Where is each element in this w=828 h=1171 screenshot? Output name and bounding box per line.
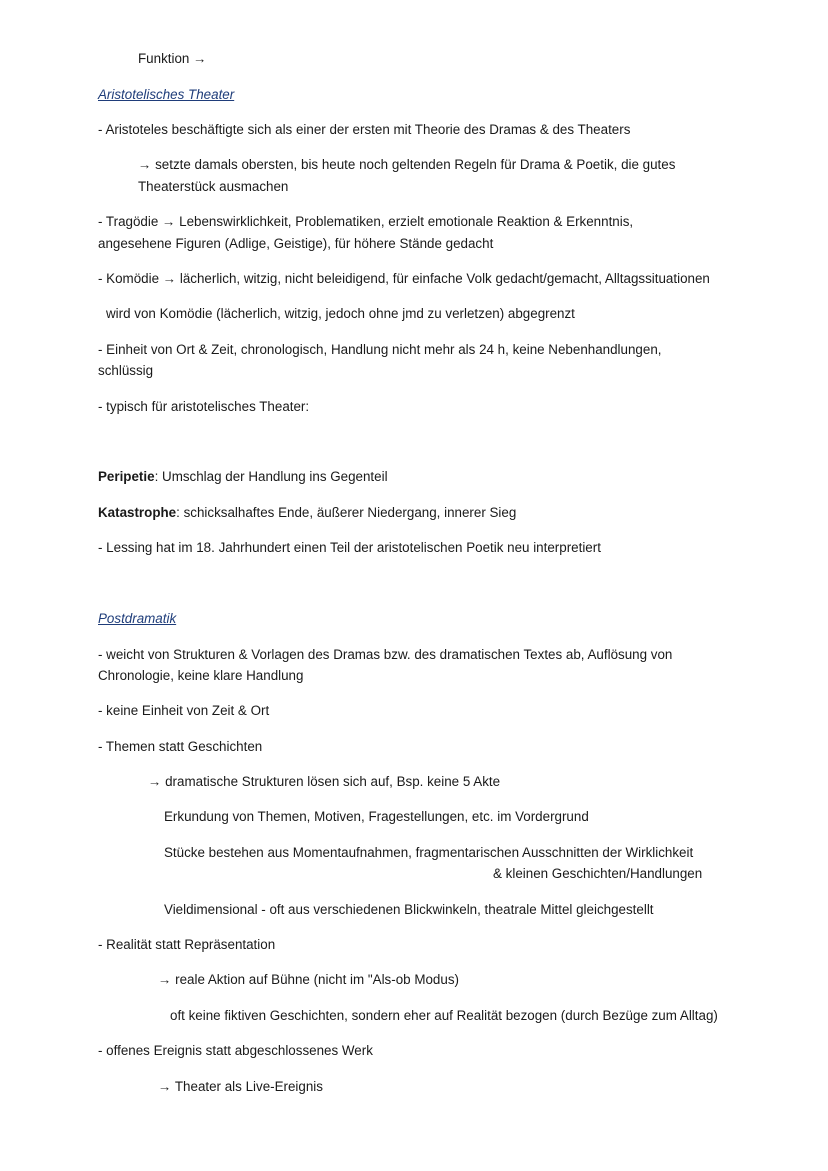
text-line: - Tragödie → Lebenswirklichkeit, Problematiken, erzielt emotionale Reaktion & Erkenntnis, [98,214,634,229]
text-line: → reale Aktion auf Bühne (nicht im "Als-ob Modus) [158,972,459,987]
text-line: → Theater als Live-Ereignis [158,1079,323,1094]
term-katastrophe: Katastrophe [98,505,177,520]
text-line: → setzte damals obersten, bis heute noch geltenden Regeln für Drama & Poetik, die gutes [138,157,676,172]
text-line: - weicht von Strukturen & Vorlagen des Dramas bzw. des dramatischen Textes ab, Auflösung von [98,647,673,662]
text-line: angesehene Figuren (Adlige, Geistige), für höhere Stände gedacht [98,236,494,251]
text-line: - Aristoteles beschäftigte sich als einer der ersten mit Theorie des Dramas & des Theaters [98,122,631,137]
text-line: Vieldimensional - oft aus verschiedenen Blickwinkeln, theatrale Mittel gleichgestellt [164,902,654,917]
definition-katastrophe [98,502,516,523]
text-line: oft keine fiktiven Geschichten, sondern eher auf Realität bezogen (durch Bezüge zum Alltag) [170,1008,718,1023]
text-line: Stücke bestehen aus Momentaufnahmen, fragmentarischen Ausschnitten der Wirklichkeit [164,845,694,860]
heading-aristotelisches-theater: Aristotelisches Theater [98,87,235,102]
text-line: - Realität statt Repräsentation [98,937,276,952]
text-line: - typisch für aristotelisches Theater: [98,399,310,414]
text-line: Erkundung von Themen, Motiven, Fragestellungen, etc. im Vordergrund [164,809,589,824]
text-line: & kleinen Geschichten/Handlungen [493,866,703,881]
text-line: Chronologie, keine klare Handlung [98,668,304,683]
definition-peripetie [98,466,388,487]
term-peripetie: Peripetie [98,469,155,484]
text-line: - Einheit von Ort & Zeit, chronologisch, Handlung nicht mehr als 24 h, keine Nebenhandlungen, [98,342,662,357]
text-line: - offenes Ereignis statt abgeschlossenes Werk [98,1043,373,1058]
text-line: - Lessing hat im 18. Jahrhundert einen Teil der aristotelischen Poetik neu interpretiert [98,540,601,555]
text-line: schlüssig [98,363,154,378]
heading-postdramatik: Postdramatik [98,611,177,626]
text-line: Theaterstück ausmachen [138,179,289,194]
text-line: → dramatische Strukturen lösen sich auf, Bsp. keine 5 Akte [148,774,501,789]
top-line: Funktion → [138,51,207,66]
text-line: wird von Komödie (lächerlich, witzig, jedoch ohne jmd zu verletzen) abgegrenzt [106,306,575,321]
definition-text: : schicksalhaftes Ende, äußerer Niedergang, innerer Sieg [176,505,517,520]
text-line: - Komödie → lächerlich, witzig, nicht beleidigend, für einfache Volk gedacht/gemacht, Alltagssituationen [98,271,710,286]
definition-text: : Umschlag der Handlung ins Gegenteil [154,469,388,484]
text-line: - keine Einheit von Zeit & Ort [98,703,270,718]
text-line: - Themen statt Geschichten [98,739,263,754]
